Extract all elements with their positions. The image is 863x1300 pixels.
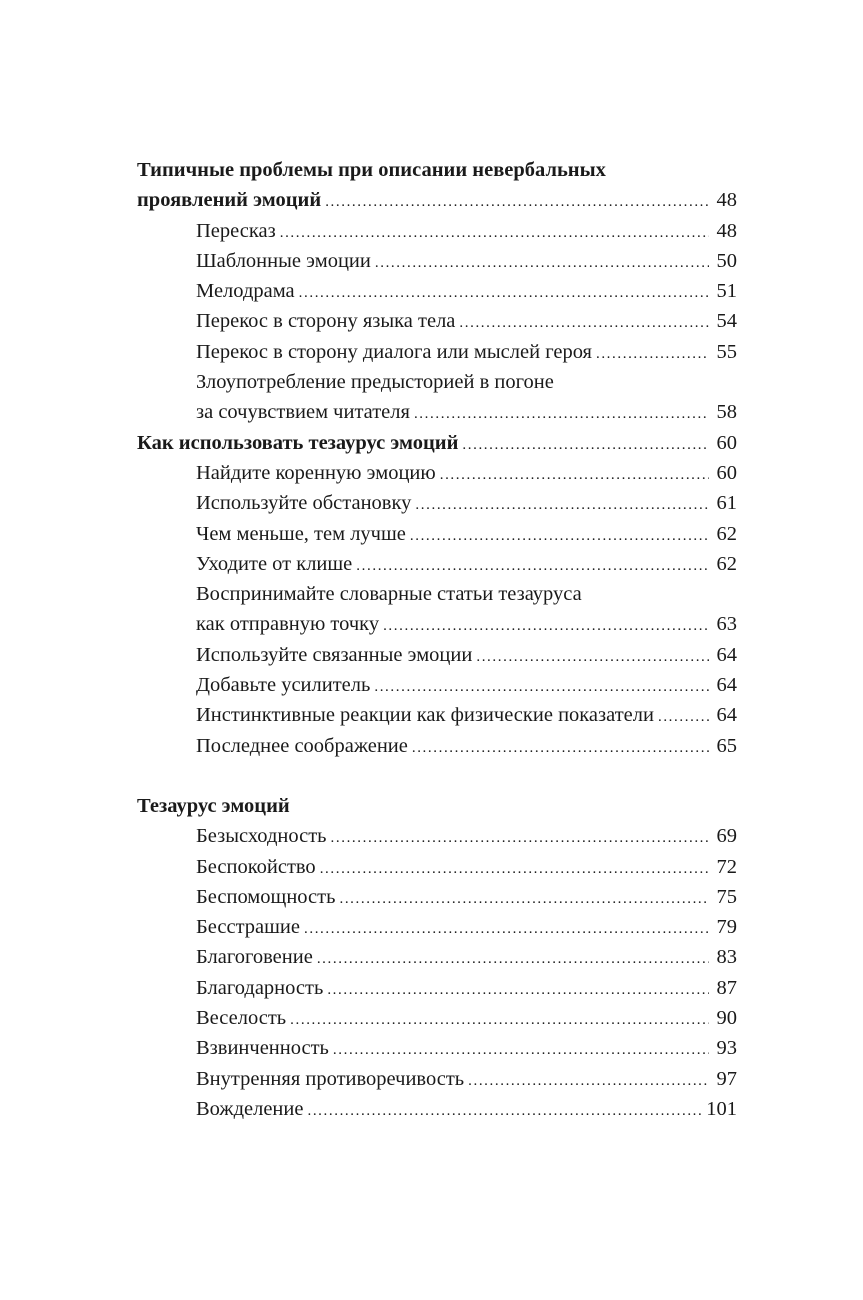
toc-entry-title: Безысходность [196, 825, 327, 848]
toc-entry-title: Чем меньше, тем лучше [196, 522, 406, 545]
toc-entry-title: Найдите коренную эмоцию [196, 461, 436, 484]
toc-section[interactable] [137, 791, 737, 821]
toc-page-number: 60 [716, 431, 737, 454]
toc-page-number: 51 [716, 280, 737, 303]
dot-leader [468, 1066, 709, 1096]
dot-leader [374, 672, 709, 702]
toc-entry-title: Вожделение [196, 1097, 304, 1120]
toc-page-number: 79 [716, 916, 737, 939]
toc-item[interactable] [137, 912, 737, 942]
toc-page-number: 75 [716, 885, 737, 908]
toc-item[interactable] [137, 397, 737, 427]
toc-item[interactable] [137, 640, 737, 670]
toc-page-number: 65 [716, 734, 737, 757]
toc-entry-title: Воспринимайте словарные статьи тезауруса [196, 583, 582, 606]
toc-page-number: 62 [716, 552, 737, 575]
table-of-contents [137, 155, 737, 1124]
dot-leader [375, 248, 709, 278]
dot-leader [299, 278, 709, 308]
toc-item[interactable] [137, 579, 737, 609]
toc-page-number: 64 [716, 643, 737, 666]
toc-item[interactable] [137, 731, 737, 761]
dot-leader [327, 975, 709, 1005]
toc-page-number: 97 [716, 1067, 737, 1090]
dot-leader [356, 551, 709, 581]
dot-leader [440, 460, 709, 490]
toc-item[interactable] [137, 700, 737, 730]
toc-item[interactable] [137, 852, 737, 882]
toc-page-number: 101 [706, 1097, 737, 1120]
toc-entry-title: Типичные проблемы при описании невербальных [137, 159, 606, 181]
toc-entry-title: Уходите от клише [196, 552, 353, 575]
toc-section[interactable] [137, 185, 737, 215]
toc-item[interactable] [137, 1094, 737, 1124]
toc-page-number: 48 [716, 219, 737, 242]
toc-page-number: 60 [716, 461, 737, 484]
dot-leader [280, 218, 709, 248]
toc-page-number: 93 [716, 1037, 737, 1060]
toc-item[interactable] [137, 821, 737, 851]
toc-entry-title: за сочувствием читателя [196, 401, 410, 424]
toc-page-number: 58 [716, 401, 737, 424]
toc-item[interactable] [137, 1064, 737, 1094]
toc-page-number: 69 [716, 825, 737, 848]
dot-leader [412, 733, 709, 763]
toc-entry-title: Используйте обстановку [196, 492, 412, 515]
toc-entry-title: Перекос в сторону диалога или мыслей героя [196, 340, 592, 363]
toc-item[interactable] [137, 458, 737, 488]
toc-item[interactable] [137, 942, 737, 972]
toc-page-number: 50 [716, 249, 737, 272]
toc-page-number: 64 [716, 674, 737, 697]
toc-section[interactable] [137, 428, 737, 458]
dot-leader [325, 187, 709, 217]
dot-leader [290, 1005, 709, 1035]
dot-leader [410, 521, 709, 551]
toc-page-number: 72 [716, 855, 737, 878]
dot-leader [415, 490, 709, 520]
toc-item[interactable] [137, 1033, 737, 1063]
toc-item[interactable] [137, 367, 737, 397]
toc-entry-title: Шаблонные эмоции [196, 249, 371, 272]
toc-entry-title: Добавьте усилитель [196, 674, 371, 697]
toc-entry-title: Инстинктивные реакции как физические показатели [196, 704, 654, 727]
dot-leader [307, 1096, 704, 1126]
toc-entry-title: Веселость [196, 1007, 287, 1030]
toc-page-number: 54 [716, 310, 737, 333]
dot-leader [320, 854, 709, 884]
toc-item[interactable] [137, 1003, 737, 1033]
dot-leader [596, 339, 709, 369]
toc-entry-title: Злоупотребление предысторией в погоне [196, 371, 554, 394]
toc-item[interactable] [137, 306, 737, 336]
toc-entry-title: Благодарность [196, 976, 324, 999]
toc-page-number: 63 [716, 613, 737, 636]
toc-item[interactable] [137, 973, 737, 1003]
toc-entry-title: Тезаурус эмоций [137, 794, 290, 817]
toc-page-number: 62 [716, 522, 737, 545]
toc-page-number: 61 [716, 492, 737, 515]
toc-page-number: 64 [716, 704, 737, 727]
toc-entry-title: Перекос в сторону языка тела [196, 310, 456, 333]
toc-item[interactable] [137, 276, 737, 306]
dot-leader [304, 914, 709, 944]
toc-page-number: 55 [716, 340, 737, 363]
toc-page-number: 48 [716, 189, 737, 212]
dot-leader [459, 308, 709, 338]
toc-entry-title: Беспомощность [196, 885, 336, 908]
dot-leader [339, 884, 709, 914]
toc-item[interactable] [137, 882, 737, 912]
toc-section[interactable] [137, 155, 737, 185]
toc-entry-title: проявлений эмоций [137, 189, 322, 212]
toc-entry-title: Беспокойство [196, 855, 316, 878]
dot-leader [383, 611, 709, 641]
toc-entry-title: Мелодрама [196, 280, 295, 303]
toc-entry-title: Внутренняя противоречивость [196, 1067, 465, 1090]
dot-leader [317, 944, 709, 974]
toc-entry-title: как отправную точку [196, 613, 380, 636]
dot-leader [462, 430, 709, 460]
dot-leader [476, 642, 709, 672]
toc-entry-title: Бесстрашие [196, 916, 300, 939]
toc-entry-title: Последнее соображение [196, 734, 408, 757]
toc-item[interactable] [137, 337, 737, 367]
toc-item[interactable] [137, 670, 737, 700]
toc-item[interactable] [137, 609, 737, 639]
toc-entry-title: Как использовать тезаурус эмоций [137, 431, 459, 454]
toc-item[interactable] [137, 246, 737, 276]
toc-item[interactable] [137, 549, 737, 579]
toc-entry-title: Взвинченность [196, 1037, 329, 1060]
dot-leader [331, 823, 709, 853]
toc-page-number: 87 [716, 976, 737, 999]
toc-page-number: 90 [716, 1007, 737, 1030]
toc-item[interactable] [137, 488, 737, 518]
dot-leader [414, 399, 709, 429]
toc-item[interactable] [137, 519, 737, 549]
toc-entry-title: Благоговение [196, 946, 313, 969]
toc-entry-title: Пересказ [196, 219, 276, 242]
dot-leader [333, 1035, 709, 1065]
dot-leader [658, 702, 709, 732]
toc-entry-title: Используйте связанные эмоции [196, 643, 473, 666]
toc-page-number: 83 [716, 946, 737, 969]
toc-item[interactable] [137, 216, 737, 246]
